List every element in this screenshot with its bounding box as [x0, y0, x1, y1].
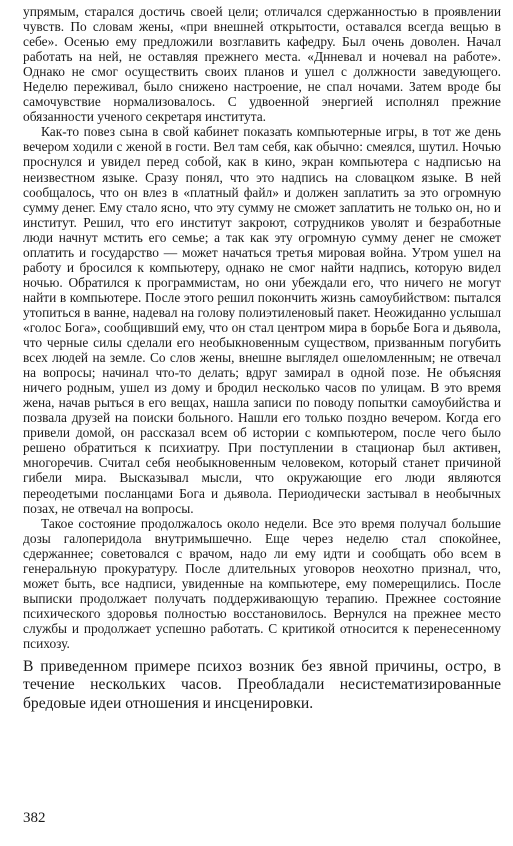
page-number: 382: [23, 810, 46, 826]
case-summary: В приведенном примере психоз возник без явной причины, остро, в течение нескольких часов. Преобладали несистематизированные бредовые идеи отношения и инсценировки.: [23, 658, 501, 712]
case-paragraph-3: Такое состояние продолжалось около недели. Все это время получал большие дозы галоперидола внутримышечно. Еще через неделю стал спокойнее, сдержаннее; советовался с врачом, надо ли ему идти и сообщать обо всем в генеральную прокуратуру. После длительных уговоров неохотно признал, что, может быть, все надписи, увиденные на компьютере, ему померещились. После выписки продолжает получать поддерживающую терапию. Прежнее состояние психического здоровья полностью восстановилось. Вернулся на прежнее место службы и продолжает успешно работать. С критикой относится к перенесенному психозу.: [23, 515, 501, 651]
book-page: [23, 4, 501, 842]
case-paragraph-1: упрямым, старался достичь своей цели; отличался сдержанностью в проявлении чувств. По словам жены, «при внешней открытости, оставался всегда вещью в себе». Осенью ему предложили возглавить кафедру. Был очень доволен. Начал работать на ней, не оставляя прежнего места. «Днневал и ночевал на работе». Однако не смог осуществить своих планов и ушел с должности заведующего. Неделю переживал, было снижено настроение, не спал ночами. Затем вроде бы самочувствие нормализовалось. С удвоенной энергией исполнял прежние обязанности ученого секретаря института.: [23, 4, 501, 125]
case-paragraph-2: Как-то повез сына в свой кабинет показать компьютерные игры, в тот же день вечером ходили с женой в гости. Вел там себя, как обычно: смеялся, шутил. Ночью проснулся и увидел перед собой, как в кино, экран компьютера с надписью на неизвестном языке. Сразу понял, что это надпись на словацком языке. В ней сообщалось, что он влез в «платный файл» и должен заплатить за это огромную сумму денег. Ему стало ясно, что эту сумму не сможет заплатить не только он, но и институт. Решил, что его институт закроют, сотрудников уволят и безработные люди начнут мстить его семье; а так как эту огромную сумму денег не сможет оплатить и государство — может начаться третья мировая война. Утром ушел на работу и бросился к компьютеру, однако не смог найти надпись, которую видел ночью. Обратился к программистам, но они убеждали его, что ничего не могут найти в компьютере. После этого решил покончить жизнь самоубийством: пытался утопиться в ванне, надевал на голову полиэтиленовый пакет. Неожиданно услышал «голос Бога», сообщивший ему, что он стал центром мира в борьбе Бога и дьявола, что черные силы сделали его необыкновенным существом, призванным погубить всех людей на земле. Со слов жены, внешне выглядел ошеломленным; не отвечал на вопросы; начинал что-то делать; вдруг замирал в одной позе. Не объясняя ничего родным, ушел из дому и бродил несколько часов по улицам. В это время жена, начав рыться в его вещах, нашла записи по поводу попытки самоубийства и позвала друзей на поиски больного. Нашли его только поздно вечером. Когда его привели домой, он рассказал всем об истории с компьютером, после чего было решено обратиться к психиатру. При поступлении в стационар был активен, многоречив. Считал себя необыкновенным человеком, который станет причиной гибели мира. Высказывал мысли, что окружающие его люди являются переодетыми посланцами Бога и дьявола. Периодически застывал в необычных позах, не отвечал на вопросы.: [23, 124, 501, 516]
